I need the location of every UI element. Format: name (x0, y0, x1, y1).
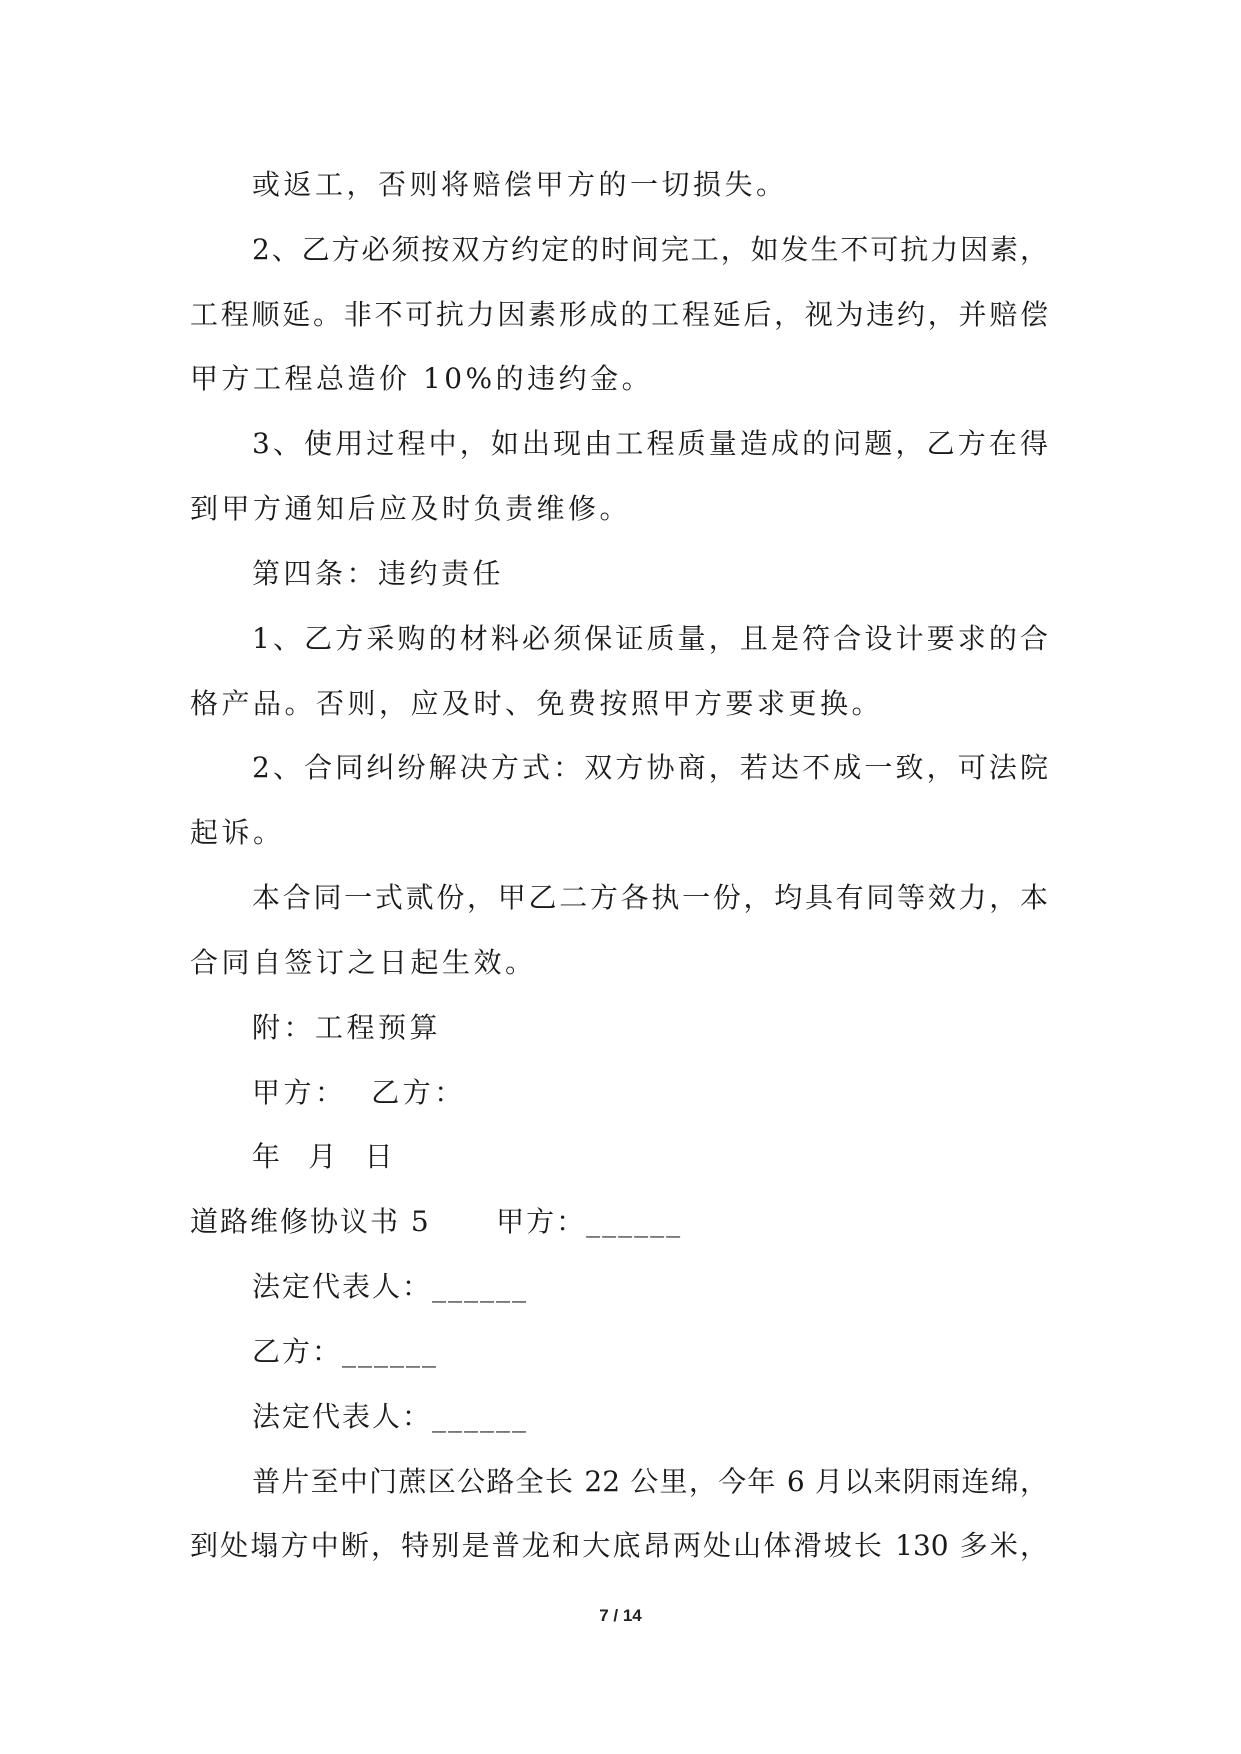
paragraph-line: 或返工，否则将赔偿甲方的一切损失。 (252, 168, 788, 201)
field-line: 法定代表人：______ (252, 1270, 529, 1303)
paragraph-line: 工程顺延。非不可抗力因素形成的工程延后，视为违约，并赔偿 (190, 298, 1048, 331)
agreement-title-line: 道路维修协议书 5 甲方：______ (190, 1205, 683, 1238)
paragraph-line: 合同自签订之日起生效。 (190, 946, 537, 979)
paragraph-line: 2、乙方必须按双方约定的时间完工，如发生不可抗力因素， (252, 233, 1048, 266)
date-line: 年 月 日 (252, 1140, 397, 1173)
appendix-line: 附：工程预算 (252, 1011, 442, 1044)
paragraph-line: 3、使用过程中，如出现由工程质量造成的问题，乙方在得 (252, 427, 1048, 460)
paragraph-line: 到处塌方中断，特别是普龙和大底昂两处山体滑坡长 130 多米， (190, 1529, 1048, 1562)
paragraph-line: 普片至中门蔗区公路全长 22 公里，今年 6 月以来阴雨连绵， (252, 1465, 1048, 1498)
paragraph-line: 起诉。 (190, 816, 285, 849)
paragraph-line: 2、合同纠纷解决方式：双方协商，若达不成一致，可法院 (252, 751, 1048, 784)
field-line: 乙方：______ (252, 1335, 439, 1368)
paragraph-line: 甲方工程总造价 10%的违约金。 (190, 362, 654, 395)
page-number: 7 / 14 (599, 1606, 642, 1625)
paragraph-line: 到甲方通知后应及时负责维修。 (190, 492, 632, 525)
paragraph-line: 本合同一式贰份，甲乙二方各执一份，均具有同等效力，本 (252, 881, 1048, 914)
section-heading: 第四条：违约责任 (252, 557, 505, 590)
signature-line: 甲方： 乙方： (252, 1076, 466, 1109)
paragraph-line: 1、乙方采购的材料必须保证质量，且是符合设计要求的合 (252, 622, 1048, 655)
field-line: 法定代表人：______ (252, 1400, 529, 1433)
paragraph-line: 格产品。否则，应及时、免费按照甲方要求更换。 (190, 687, 884, 720)
